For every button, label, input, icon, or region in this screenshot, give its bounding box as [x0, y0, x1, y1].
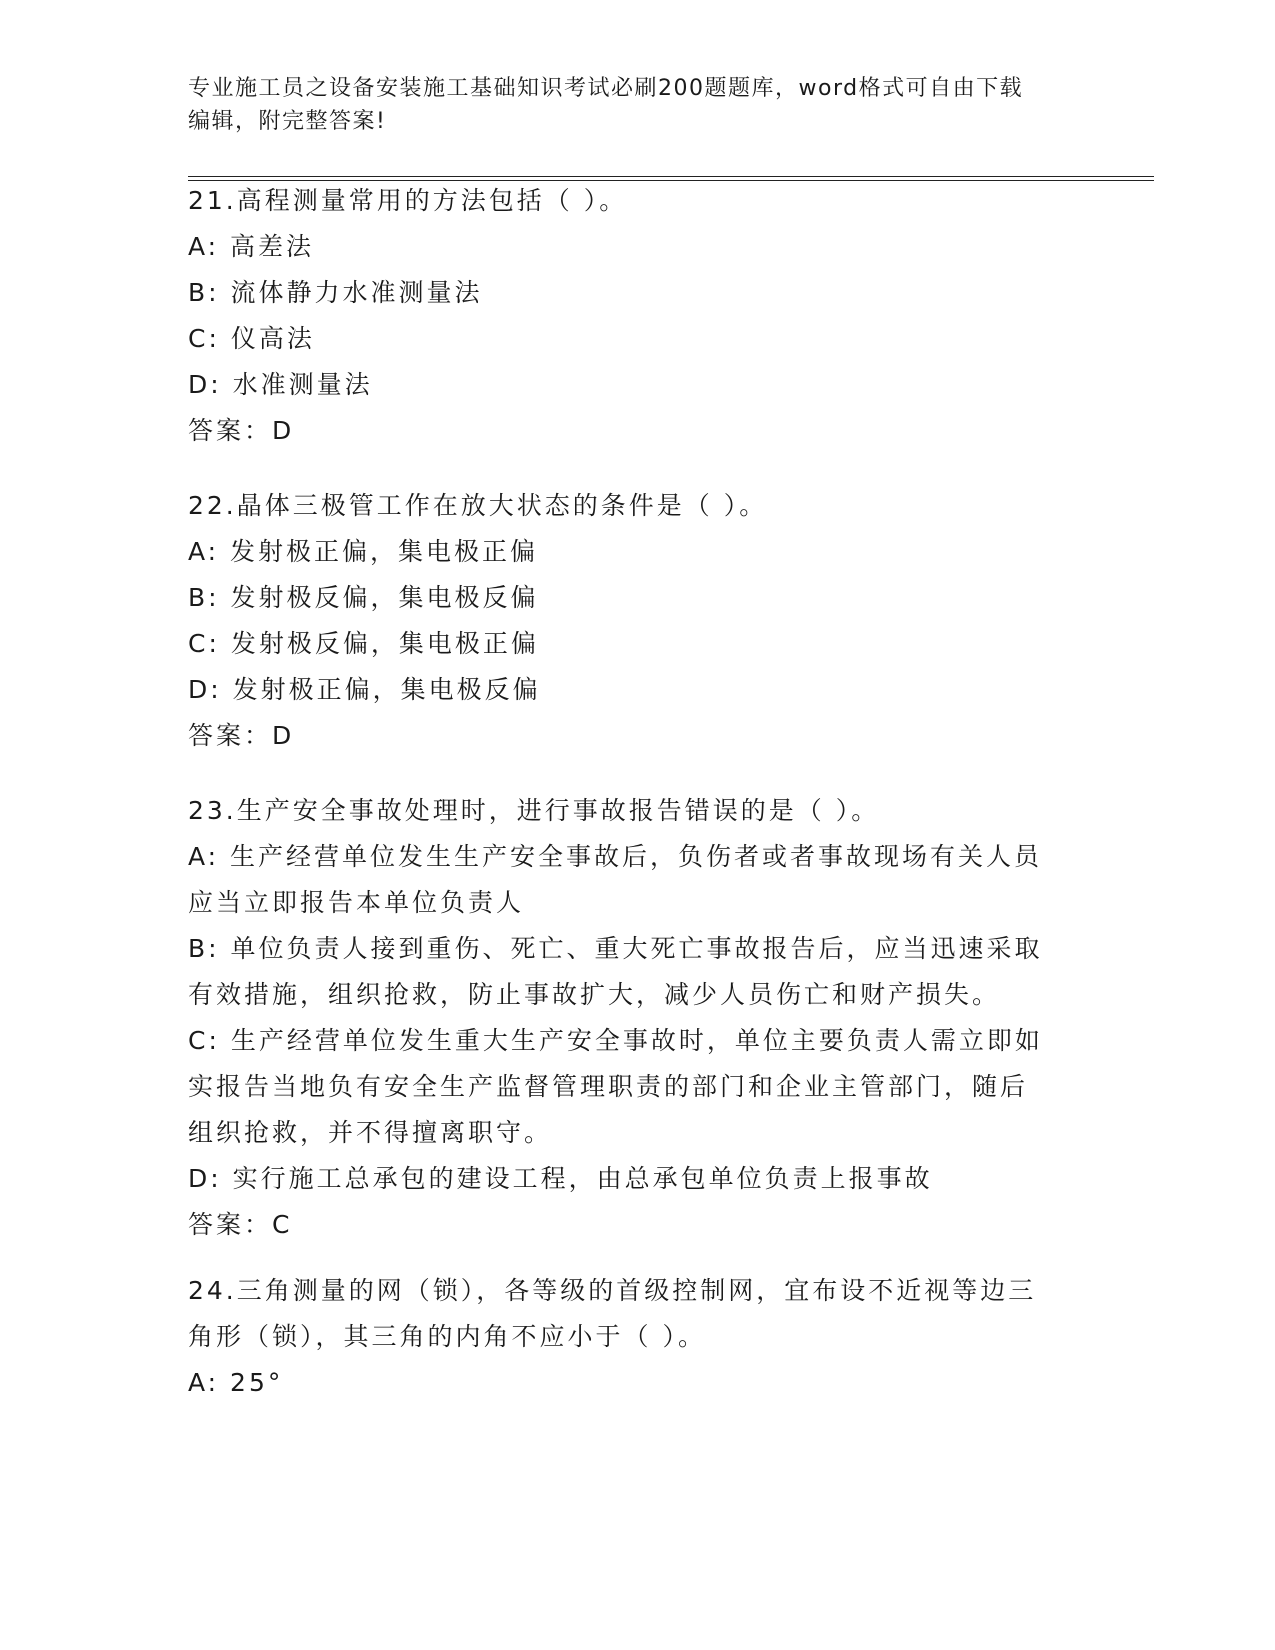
question-24 [188, 1268, 1088, 1406]
option-c-continued-2: 组织抢救，并不得擅离职守。 [188, 1118, 553, 1147]
option-d: D: 实行施工总承包的建设工程，由总承包单位负责上报事故 [188, 1164, 933, 1193]
option-c: C: 生产经营单位发生重大生产安全事故时，单位主要负责人需立即如 [188, 1026, 1043, 1055]
question-23 [188, 788, 1088, 1248]
option-a: A: 生产经营单位发生生产安全事故后，负伤者或者事故现场有关人员 [188, 842, 1043, 871]
question-stem: 24.三角测量的网（锁），各等级的首级控制网，宜布设不近视等边三 [188, 1276, 1037, 1305]
option-c: C: 仪高法 [188, 324, 315, 353]
question-stem: 23.生产安全事故处理时，进行事故报告错误的是（ ）。 [188, 796, 880, 825]
answer: 答案：D [188, 721, 295, 750]
option-a-continued: 应当立即报告本单位负责人 [188, 888, 525, 917]
option-d: D: 水准测量法 [188, 370, 373, 399]
header-title-line-2: 编辑，附完整答案! [188, 109, 387, 134]
document-header [188, 72, 1088, 138]
question-21 [188, 178, 1088, 454]
option-b: B: 流体静力水准测量法 [188, 278, 483, 307]
option-b: B: 发射极反偏，集电极反偏 [188, 583, 539, 612]
question-22 [188, 483, 1088, 759]
option-c-continued: 实报告当地负有安全生产监督管理职责的部门和企业主管部门，随后 [188, 1072, 1029, 1101]
option-a: A: 高差法 [188, 232, 315, 261]
question-stem: 22.晶体三极管工作在放大状态的条件是（ ）。 [188, 491, 768, 520]
header-title-line-1: 专业施工员之设备安装施工基础知识考试必刷200题题库，word格式可自由下载 [188, 76, 1024, 101]
answer: 答案：D [188, 416, 295, 445]
question-stem-continued: 角形（锁），其三角的内角不应小于（ ）。 [188, 1322, 706, 1351]
option-b: B: 单位负责人接到重伤、死亡、重大死亡事故报告后，应当迅速采取 [188, 934, 1043, 963]
option-a: A: 25° [188, 1368, 284, 1397]
answer: 答案：C [188, 1210, 293, 1239]
option-b-continued: 有效措施，组织抢救，防止事故扩大，减少人员伤亡和财产损失。 [188, 980, 1001, 1009]
option-c: C: 发射极反偏，集电极正偏 [188, 629, 539, 658]
option-a: A: 发射极正偏，集电极正偏 [188, 537, 539, 566]
option-d: D: 发射极正偏，集电极反偏 [188, 675, 541, 704]
question-stem: 21.高程测量常用的方法包括（ ）。 [188, 186, 628, 215]
